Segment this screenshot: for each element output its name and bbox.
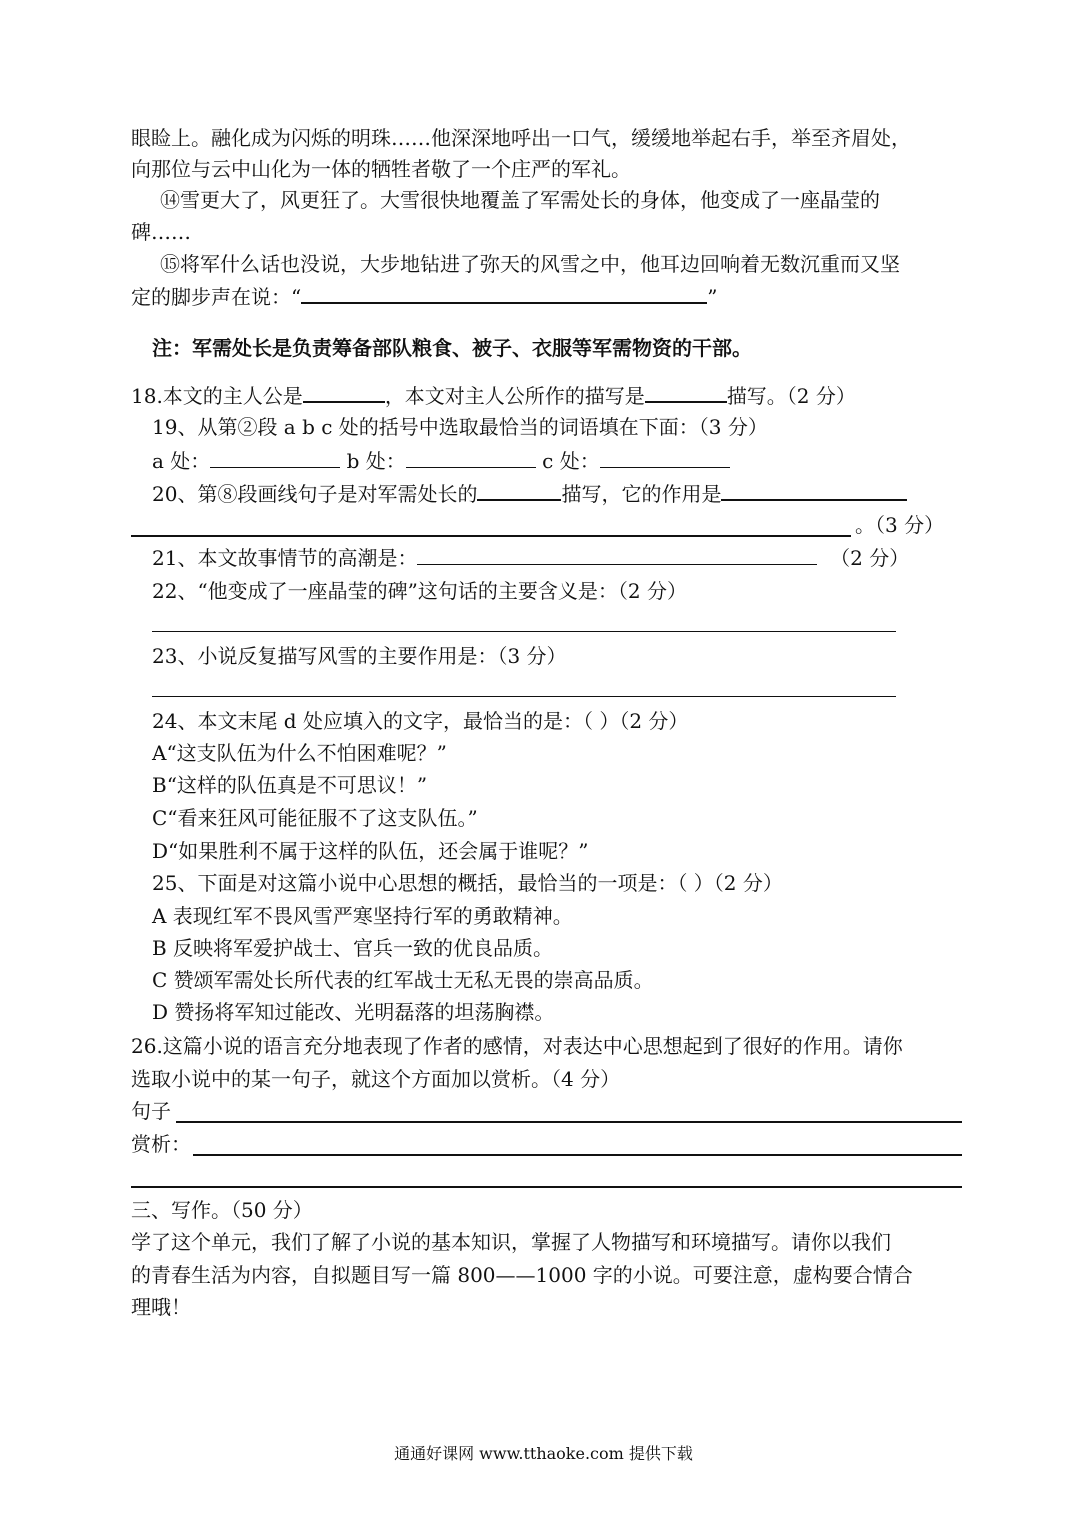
question-26: 26.这篇小说的语言充分地表现了作者的感情，对表达中心思想起到了很好的作用。请你 <box>131 1034 903 1058</box>
question-23: 23、小说反复描写风雪的主要作用是：（3 分） <box>152 644 567 668</box>
option-24-d: D“如果胜利不属于这样的队伍，还会属于谁呢？” <box>152 839 589 863</box>
writing-prompt-cont: 的青春生活为内容，自拟题目写一篇 800——1000 字的小说。可要注意，虚构要合情合 <box>131 1263 913 1287</box>
analysis-answer-line[interactable] <box>193 1154 962 1156</box>
answer-blank-19c[interactable] <box>600 447 730 468</box>
writing-prompt: 学了这个单元，我们了解了小说的基本知识，掌握了人物描写和环境描写。请你以我们 <box>131 1230 891 1254</box>
analysis-label: 赏析： <box>131 1132 191 1156</box>
passage-line: 眼睑上。融化成为闪烁的明珠……他深深地呼出一口气，缓缓地举起右手，举至齐眉处， <box>131 126 911 150</box>
passage-line: 向那位与云中山化为一体的牺牲者敬了一个庄严的军礼。 <box>131 157 631 181</box>
writing-title: 三、写作。（50 分） <box>131 1198 313 1222</box>
paragraph-14: ⑭雪更大了，风更狂了。大雪很快地覆盖了军需处长的身体，他变成了一座晶莹的 <box>160 188 880 212</box>
paragraph-14-cont: 碑…… <box>131 220 191 244</box>
answer-line-22[interactable] <box>152 631 896 632</box>
paragraph-15: ⑮将军什么话也没说，大步地钻进了弥天的风雪之中，他耳边回响着无数沉重而又坚 <box>160 252 900 276</box>
option-25-d: D 赞扬将军知过能改、光明磊落的坦荡胸襟。 <box>152 1000 555 1024</box>
answer-blank-21[interactable] <box>417 544 817 565</box>
question-21: 21、本文故事情节的高潮是： （2 分） <box>152 546 910 570</box>
question-22: 22、“他变成了一座晶莹的碑”这句话的主要含义是：（2 分） <box>152 579 687 603</box>
sentence-answer-line[interactable] <box>176 1121 962 1123</box>
answer-line-23[interactable] <box>152 696 896 697</box>
option-25-a: A 表现红军不畏风雪严寒坚持行军的勇敢精神。 <box>152 904 573 928</box>
option-24-b: B“这样的队伍真是不可思议！” <box>152 773 428 797</box>
writing-prompt-end: 理哦！ <box>131 1295 191 1319</box>
option-25-c: C 赞颂军需处长所代表的红军战士无私无畏的崇高品质。 <box>152 968 654 992</box>
question-26-cont: 选取小说中的某一句子，就这个方面加以赏析。（4 分） <box>131 1067 621 1091</box>
note: 注：军需处长是负责筹备部队粮食、被子、衣服等军需物资的干部。 <box>152 336 752 360</box>
question-20-score: 。（3 分） <box>855 513 945 537</box>
paragraph-15-cont: 定的脚步声在说：“ ” <box>131 282 717 310</box>
question-19-answers: a 处： b 处： c 处： <box>152 447 730 475</box>
answer-blank-20-function[interactable] <box>721 479 907 501</box>
answer-line-20[interactable] <box>131 535 851 537</box>
answer-blank-18-description[interactable] <box>645 381 727 403</box>
option-24-a: A“这支队伍为什么不怕困难呢？” <box>152 741 447 765</box>
answer-blank-19a[interactable] <box>210 447 340 468</box>
answer-blank-d[interactable] <box>301 282 707 304</box>
footer: 通通好课网 www.tthaoke.com 提供下载 <box>394 1444 693 1463</box>
question-20: 20、第⑧段画线句子是对军需处长的 描写，它的作用是 <box>152 479 907 507</box>
question-24: 24、本文末尾 d 处应填入的文字，最恰当的是：（ ）（2 分） <box>152 709 689 733</box>
sentence-label: 句子 <box>131 1099 171 1123</box>
answer-blank-19b[interactable] <box>406 447 536 468</box>
question-25: 25、下面是对这篇小说中心思想的概括，最恰当的一项是：（ ）（2 分） <box>152 871 783 895</box>
answer-blank-18-protagonist[interactable] <box>303 381 385 403</box>
analysis-answer-line-2[interactable] <box>131 1186 962 1188</box>
option-25-b: B 反映将军爱护战士、官兵一致的优良品质。 <box>152 936 554 960</box>
answer-blank-20-description[interactable] <box>477 479 561 501</box>
option-24-c: C“看来狂风可能征服不了这支队伍。” <box>152 806 478 830</box>
question-18: 18.本文的主人公是 ，本文对主人公所作的描写是 描写。（2 分） <box>131 381 856 409</box>
question-19: 19、从第②段 a b c 处的括号中选取最恰当的词语填在下面：（3 分） <box>152 415 768 439</box>
